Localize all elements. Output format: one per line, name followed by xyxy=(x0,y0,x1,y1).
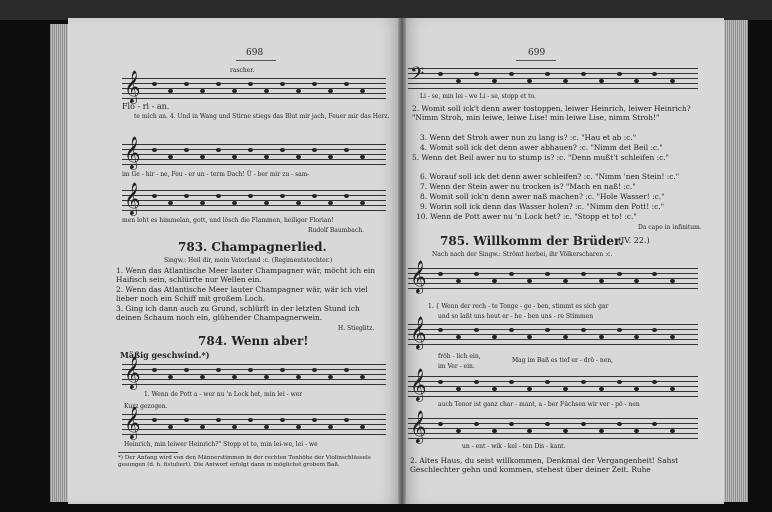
note-head xyxy=(264,155,269,159)
note-head xyxy=(328,155,333,159)
music-staff xyxy=(408,418,698,440)
note-head xyxy=(527,335,532,339)
author: Rudolf Baumbach. xyxy=(308,227,364,234)
note-head xyxy=(509,272,514,276)
right-page xyxy=(402,18,724,504)
note-head xyxy=(670,335,675,339)
tempo-marking: Mäßig geschwind.*) xyxy=(120,350,210,360)
note-head xyxy=(200,425,205,429)
note-head xyxy=(509,422,514,426)
note-head xyxy=(312,418,317,422)
note-head xyxy=(634,79,639,83)
note-head xyxy=(652,72,657,76)
note-head xyxy=(456,387,461,391)
note-head xyxy=(248,418,253,422)
note-head xyxy=(152,418,157,422)
note-head xyxy=(328,201,333,205)
note-head xyxy=(280,82,285,86)
verse-text: 10. Wenn de Pott awer nu 'n Lock het? :c. "Stopp et to! :c." xyxy=(416,212,637,221)
note-head xyxy=(599,429,604,433)
verse-text: 6. Worauf soll ick det denn awer schleifen? :c. "Nimm 'nen Stein! :c." xyxy=(420,172,680,181)
note-head xyxy=(634,387,639,391)
note-head xyxy=(280,148,285,152)
note-head xyxy=(527,79,532,83)
note-head xyxy=(168,375,173,379)
note-head xyxy=(280,368,285,372)
note-head xyxy=(312,148,317,152)
note-head xyxy=(545,328,550,332)
note-head xyxy=(599,387,604,391)
note-head xyxy=(563,335,568,339)
music-staff xyxy=(408,68,698,90)
note-head xyxy=(248,82,253,86)
note-head xyxy=(360,375,365,379)
note-head xyxy=(312,194,317,198)
note-head xyxy=(296,201,301,205)
note-head xyxy=(617,380,622,384)
lyric-line: Mag im Baß es tief er - drö - nen, xyxy=(512,357,614,364)
song-title: 783. Champagnerlied. xyxy=(178,240,327,254)
verse-text: 4. Womit soll ick det denn awer abhauen? :c. "Nimm det Beil :c." xyxy=(420,143,663,152)
note-head xyxy=(563,429,568,433)
note-head xyxy=(152,194,157,198)
note-head xyxy=(184,194,189,198)
note-head xyxy=(184,368,189,372)
note-head xyxy=(670,387,675,391)
note-head xyxy=(360,201,365,205)
note-head xyxy=(652,380,657,384)
lyric-line: 1. { Wenn der rech - te Tonge - ge - ben, stimmt es sich gar xyxy=(428,303,609,310)
verse-text: 3. Wenn det Stroh awer nun zu lang is? :c. "Hau et ab :c." xyxy=(420,133,637,142)
note-head xyxy=(328,89,333,93)
note-head xyxy=(344,148,349,152)
lyric-line: im Ge - hir - ne, Feu - er un - term Dach! Ü - ber mir zu - sam- xyxy=(122,171,310,178)
page-number: 698 xyxy=(246,48,264,58)
lyric-line: 1. Wenn de Pott a - wer nu 'n Lock het, min lei - wer xyxy=(144,391,303,398)
note-head xyxy=(168,425,173,429)
note-head xyxy=(232,425,237,429)
note-head xyxy=(168,89,173,93)
verse-text: 9. Worin soll ick denn das Wasser holen? :c. "Nimm den Pott! :c." xyxy=(420,202,664,211)
lyric-line: Flo - ri - an. xyxy=(122,102,170,111)
note-head xyxy=(360,425,365,429)
note-head xyxy=(168,155,173,159)
verse-text: 2. Altes Haus, du seist willkommen, Denkmal der Vergangenheit! Sahst Geschlechter gehn und kommen, stehest über deiner Zeit. Ruhe xyxy=(410,456,679,475)
note-head xyxy=(296,155,301,159)
note-head xyxy=(617,72,622,76)
note-head xyxy=(312,368,317,372)
page-number-rule xyxy=(236,60,276,61)
note-head xyxy=(527,429,532,433)
note-head xyxy=(232,375,237,379)
note-head xyxy=(264,375,269,379)
note-head xyxy=(474,72,479,76)
note-head xyxy=(617,328,622,332)
note-head xyxy=(438,72,443,76)
note-head xyxy=(581,72,586,76)
note-head xyxy=(563,279,568,283)
note-head xyxy=(599,279,604,283)
note-head xyxy=(670,279,675,283)
note-head xyxy=(264,89,269,93)
note-head xyxy=(474,380,479,384)
note-head xyxy=(216,418,221,422)
note-head xyxy=(456,79,461,83)
music-staff xyxy=(408,376,698,398)
note-head xyxy=(200,375,205,379)
tempo-marking: Kurz gezogen. xyxy=(124,403,168,410)
lyric-line: auch Tenor ist ganz char - mant, a - ber Füchsen wir ver - pö - nen xyxy=(438,401,640,408)
note-head xyxy=(248,368,253,372)
note-head xyxy=(232,201,237,205)
note-head xyxy=(527,279,532,283)
verse-text: 1. Wenn das Atlantische Meer lauter Champagner wär, möcht ich ein Haifisch sein, schlürfte nur Wellen ein. xyxy=(116,266,375,285)
music-staff xyxy=(122,190,386,212)
note-head xyxy=(456,279,461,283)
verse-text: 3. Ging ich dann auch zu Grund, schlürft in der letzten Stund ich deinen Schaum noch ein, glühender Champagnerwein. xyxy=(116,304,360,323)
note-head xyxy=(545,272,550,276)
note-head xyxy=(634,429,639,433)
music-staff xyxy=(122,78,386,100)
music-staff xyxy=(408,324,698,346)
note-head xyxy=(280,418,285,422)
note-head xyxy=(232,155,237,159)
page-number-rule xyxy=(516,60,556,61)
song-title: 784. Wenn aber! xyxy=(198,334,309,348)
note-head xyxy=(545,422,550,426)
note-head xyxy=(248,194,253,198)
book-cover-top xyxy=(0,0,772,20)
verse-text: 2. Wenn das Atlantische Meer lauter Champagner wär, wär ich viel lieber noch ein Schiff mit großem Loch. xyxy=(116,285,368,304)
note-head xyxy=(581,380,586,384)
note-head xyxy=(652,422,657,426)
note-head xyxy=(509,380,514,384)
note-head xyxy=(296,425,301,429)
song-title: 785. Willkomm der Brüder. xyxy=(440,234,624,248)
note-head xyxy=(438,272,443,276)
note-head xyxy=(456,429,461,433)
page-edges-left xyxy=(50,24,68,502)
note-head xyxy=(474,328,479,332)
lyric-line: te mich an. 4. Und in Wang und Stirne stiegs das Blut mir jach, Feuer mir das Herz. xyxy=(134,113,390,120)
note-head xyxy=(545,72,550,76)
note-head xyxy=(152,82,157,86)
page-number: 699 xyxy=(528,48,546,58)
note-head xyxy=(344,194,349,198)
note-head xyxy=(599,79,604,83)
note-head xyxy=(152,368,157,372)
music-staff xyxy=(122,414,386,436)
note-head xyxy=(617,422,622,426)
note-head xyxy=(474,422,479,426)
note-head xyxy=(200,201,205,205)
note-head xyxy=(509,328,514,332)
note-head xyxy=(264,425,269,429)
note-head xyxy=(652,272,657,276)
lyric-line: fröh - lich ein, xyxy=(438,353,481,360)
note-head xyxy=(296,89,301,93)
music-staff xyxy=(122,144,386,166)
note-head xyxy=(296,375,301,379)
note-head xyxy=(456,335,461,339)
note-head xyxy=(438,422,443,426)
lyric-line: und so laßt uns heut er - he - ben uns - re Stimmen xyxy=(438,313,594,320)
note-head xyxy=(152,148,157,152)
verse-text: 7. Wenn der Stein awer nu trocken is? "Mach en naß! :c." xyxy=(420,182,636,191)
footnote: *) Der Anfang wird von den Männerstimmen in der rechten Tonhöhe der Violinschlüssels gesungen (d. h. fistuliert). Die Antwort erfolgt dann in möglichst grobem Baß. xyxy=(118,455,371,469)
note-head xyxy=(216,148,221,152)
note-head xyxy=(280,194,285,198)
note-head xyxy=(360,155,365,159)
note-head xyxy=(634,335,639,339)
note-head xyxy=(344,418,349,422)
verse-text: 5. Wenn det Beil awer nu to stump is? :c. "Denn mußt't schleifen :c." xyxy=(412,153,669,162)
note-head xyxy=(216,194,221,198)
note-head xyxy=(200,155,205,159)
melody-reference: Singw.: Heil dir, mein Vaterland :c. (Regimentstochter.) xyxy=(164,257,333,264)
lyric-line: Heinrich, min leiwer Heinrich?" Stopp et to, min lei-we, lei - we xyxy=(124,441,318,448)
note-head xyxy=(670,79,675,83)
note-head xyxy=(563,79,568,83)
note-head xyxy=(312,82,317,86)
note-head xyxy=(492,79,497,83)
note-head xyxy=(581,272,586,276)
note-head xyxy=(509,72,514,76)
note-head xyxy=(328,425,333,429)
music-staff xyxy=(122,364,386,386)
note-head xyxy=(492,429,497,433)
page-edges-right xyxy=(724,20,748,502)
note-head xyxy=(264,201,269,205)
note-head xyxy=(216,82,221,86)
note-head xyxy=(248,148,253,152)
note-head xyxy=(344,368,349,372)
verse-text: 2. Womit soll ick't denn awer tostoppen, leiwer Heinrich, leiwer Heinrich? "Nimm Stroh, min leiwe, leiwe Lise! min leiwe Lise, nimm Stroh!" xyxy=(412,104,691,123)
note-head xyxy=(216,368,221,372)
note-head xyxy=(200,89,205,93)
note-head xyxy=(232,89,237,93)
lyric-line: im Ver - ein. xyxy=(438,363,475,370)
author: H. Stieglitz. xyxy=(338,325,375,332)
left-page xyxy=(68,18,402,504)
note-head xyxy=(599,335,604,339)
tempo-marking: rascher. xyxy=(230,67,255,74)
music-staff xyxy=(408,268,698,290)
lyric-line: Li - se, min lei - we Li - se, stopp et to. xyxy=(420,93,536,100)
note-head xyxy=(670,429,675,433)
verse-text: 8. Womit soll ick'n denn awer naß machen? :c. "Hole Wasser! :c." xyxy=(420,192,665,201)
note-head xyxy=(581,328,586,332)
note-head xyxy=(563,387,568,391)
note-head xyxy=(168,201,173,205)
book-gutter xyxy=(398,18,406,504)
note-head xyxy=(360,89,365,93)
note-head xyxy=(492,387,497,391)
lyric-line: men loht es himmelan, gott, und lösch die Flammen, heiliger Florian! xyxy=(122,217,334,224)
note-head xyxy=(492,335,497,339)
note-head xyxy=(184,418,189,422)
note-head xyxy=(328,375,333,379)
note-head xyxy=(581,422,586,426)
note-head xyxy=(652,328,657,332)
note-head xyxy=(634,279,639,283)
note-head xyxy=(492,279,497,283)
melody-reference: Nach nach der Singw.: Strömt herbei, ihr Völkerscharen :c. xyxy=(432,251,613,258)
note-head xyxy=(527,387,532,391)
note-head xyxy=(617,272,622,276)
note-head xyxy=(184,148,189,152)
note-head xyxy=(438,328,443,332)
footnote-rule xyxy=(118,452,178,453)
note-head xyxy=(474,272,479,276)
lyric-line: un - ent - wik - kel - ten Dis - kant. xyxy=(462,443,566,450)
note-head xyxy=(344,82,349,86)
note-head xyxy=(438,380,443,384)
note-head xyxy=(545,380,550,384)
song-reference: (IV. 22.) xyxy=(618,236,650,245)
note-head xyxy=(184,82,189,86)
da-capo-note: Da capo in infinitum. xyxy=(638,224,702,231)
